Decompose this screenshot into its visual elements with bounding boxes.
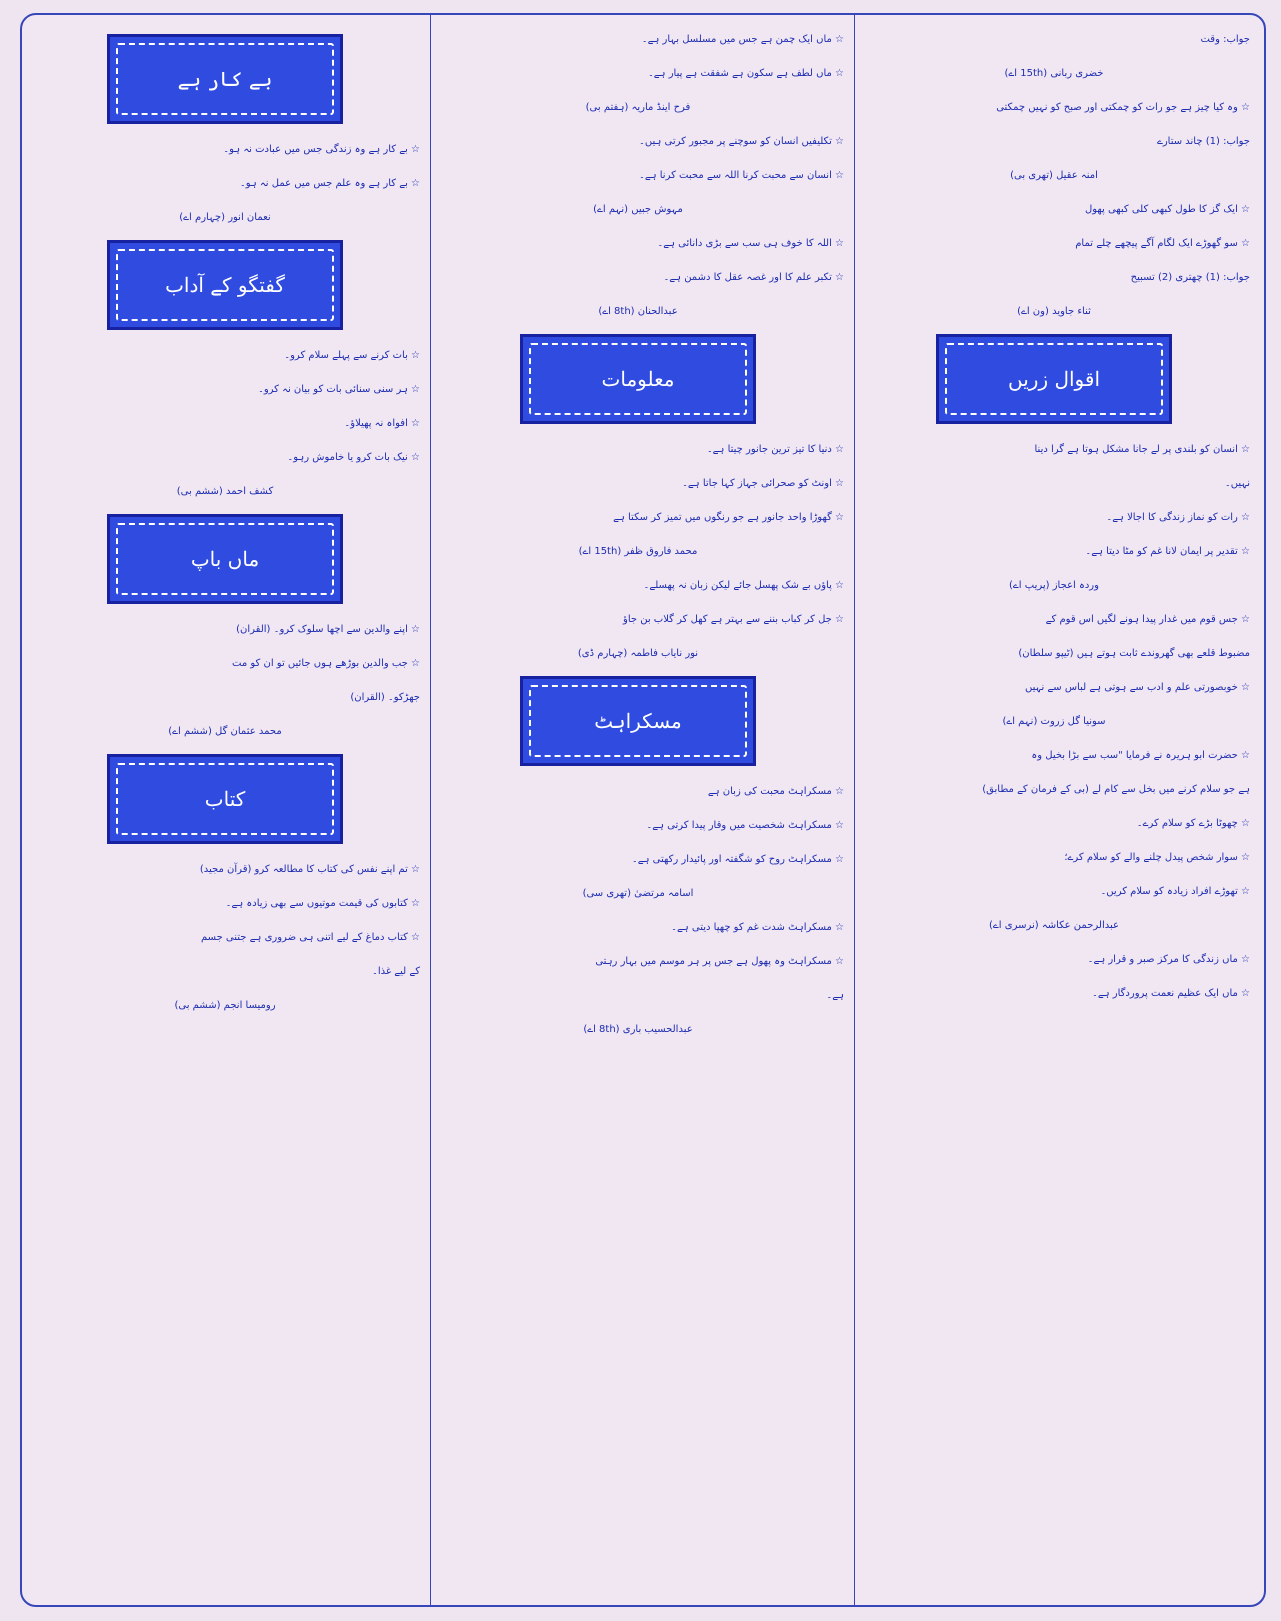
text-line: ☆ تم اپنے نفس کی کتاب کا مطالعہ کرو (قرآن مجید): [199, 864, 420, 875]
text-line: ☆ تقدیر پر ایمان لانا غم کو مٹا دیتا ہے۔: [1085, 546, 1250, 557]
text-line: ☆ چھوٹا بڑے کو سلام کرے۔: [1136, 818, 1250, 829]
middle-top-section: [432, 28, 844, 323]
left-section-1: [30, 138, 420, 229]
author-name: فرح اینڈ ماریہ (ہفتم بی): [585, 102, 691, 113]
author-name: وردہ اعجاز (پریپ اے): [1009, 580, 1099, 591]
heading-label: معلومات: [601, 367, 675, 391]
text-line: ☆ حضرت ابو ہریرہ نے فرمایا "سب سے بڑا بخیل وہ: [1031, 750, 1250, 761]
right-bottom-section: [858, 438, 1250, 1005]
text-line: ☆ رات کو نماز زندگی کا اجالا ہے۔: [1106, 512, 1250, 523]
heading-label: گفتگو کے آداب: [165, 273, 285, 297]
text-line: ☆ خوبصورتی علم و ادب سے ہوتی ہے لباس سے نہیں: [1024, 682, 1250, 693]
author-name: عبدالحنان (8th اے): [598, 306, 678, 317]
heading-label: بے کار ہے: [177, 67, 273, 91]
left-section-3: [30, 618, 420, 743]
text-line: ☆ وہ کیا چیز ہے جو رات کو چمکتی اور صبح کو نہیں چمکتی: [996, 102, 1250, 113]
column-left: [30, 28, 426, 1028]
text-line: ☆ مسکراہٹ محبت کی زبان ہے: [707, 786, 844, 797]
heading-guftagu-ke-adaab: [107, 240, 343, 330]
text-line: ☆ سو گھوڑے ایک لگام آگے پیچھے چلے تمام: [1075, 238, 1250, 249]
author-name: عبدالرحمن عکاشہ (نرسری اے): [989, 920, 1119, 931]
text-line: ☆ ایک گز کا طول کبھی کلی کبھی پھول: [1084, 204, 1250, 215]
text-line: ☆ جب والدین بوڑھے ہوں جائیں تو ان کو مت: [232, 658, 420, 669]
text-line: ☆ اللہ کا خوف ہی سب سے بڑی دانائی ہے۔: [657, 238, 844, 249]
author-name: رومیسا انجم (ششم بی): [174, 1000, 276, 1011]
text-line: جواب: (1) چاند ستارے: [1156, 136, 1250, 147]
heading-label: کتاب: [204, 787, 246, 811]
text-line: ☆ پاؤں بے شک پھسل جائے لیکن زبان نہ پھسلے۔: [643, 580, 844, 591]
text-line: مضبوط قلعے بھی گھروندے ثابت ہوتے ہیں (ٹیپو سلطان): [1018, 648, 1250, 659]
author-name: محمد فاروق ظفر (15th اے): [578, 546, 698, 557]
heading-maloomat: [520, 334, 756, 424]
heading-bekar-hai: [107, 34, 343, 124]
author-name: کشف احمد (ششم بی): [176, 486, 274, 497]
text-line: ہے جو سلام کرنے میں بخل سے کام لے (بی کے فرمان کے مطابق): [982, 784, 1250, 795]
text-line: ☆ دنیا کا تیز ترین جانور چیتا ہے۔: [706, 444, 844, 455]
author-name: امنہ عقیل (تھری بی): [1010, 170, 1098, 181]
text-line: ☆ مسکراہٹ شخصیت میں وقار پیدا کرتی ہے۔: [646, 820, 844, 831]
text-line: ☆ گھوڑا واحد جانور ہے جو رنگوں میں تمیز کر سکتا ہے: [613, 512, 844, 523]
heading-label: مسکراہٹ: [594, 709, 682, 733]
author-name: مہوش جبیں (نہم اے): [593, 204, 683, 215]
author-name: سونیا گل زروت (نہم اے): [1002, 716, 1106, 727]
author-name: اسامہ مرتضیٰ (تھری سی): [582, 888, 694, 899]
author-name: نور نایاب فاطمہ (چہارم ڈی): [577, 648, 699, 659]
author-name: ثناء جاوید (ون اے): [1017, 306, 1091, 317]
middle-bottom-section: [432, 780, 844, 1041]
author-name: عبدالحسیب باری (8th اے): [583, 1024, 693, 1035]
text-line: جواب: (1) چھتری (2) تسبیح: [1130, 272, 1250, 283]
text-line: ☆ سوار شخص پیدل چلنے والے کو سلام کرے؛: [1064, 852, 1250, 863]
heading-muskurahat: [520, 676, 756, 766]
author-name: نعمان انور (چہارم اے): [179, 212, 271, 223]
text-line: ☆ ماں لطف ہے سکون ہے شفقت ہے پیار ہے۔: [647, 68, 844, 79]
text-line: ☆ اونٹ کو صحرائی جہاز کہا جاتا ہے۔: [682, 478, 844, 489]
middle-info-section: [432, 438, 844, 665]
text-line: ☆ ہر سنی سنائی بات کو بیان نہ کرو۔: [257, 384, 420, 395]
text-line: ☆ اپنے والدین سے اچھا سلوک کرو۔ (القران): [236, 624, 420, 635]
text-line: ☆ تھوڑے افراد زیادہ کو سلام کریں۔: [1100, 886, 1250, 897]
text-line: ☆ بے کار ہے وہ علم جس میں عمل نہ ہو۔: [239, 178, 420, 189]
text-line: ☆ کتابوں کی قیمت موتیوں سے بھی زیادہ ہے۔: [225, 898, 420, 909]
text-line: ☆ نیک بات کرو یا خاموش رہو۔: [287, 452, 420, 463]
text-line: ☆ بات کرنے سے پہلے سلام کرو۔: [284, 350, 420, 361]
text-line: ☆ ماں زندگی کا مرکز صبر و قرار ہے۔: [1087, 954, 1250, 965]
left-section-4: [30, 858, 420, 1017]
heading-maan-baap: [107, 514, 343, 604]
text-line: ☆ مسکراہٹ وہ پھول ہے جس پر ہر موسم میں بہار رہتی: [595, 956, 844, 967]
text-line: ہے۔: [826, 990, 844, 1001]
column-middle: [432, 28, 850, 1052]
text-line: ☆ انسان کو بلندی پر لے جانا مشکل ہوتا ہے گرا دینا: [1034, 444, 1250, 455]
text-line: ☆ ماں ایک چمن ہے جس میں مسلسل بہار ہے۔: [641, 34, 844, 45]
author-name: محمد عثمان گل (ششم اے): [168, 726, 282, 737]
heading-kitaab: [107, 754, 343, 844]
text-line: ☆ ماں ایک عظیم نعمت پروردگار ہے۔: [1092, 988, 1250, 999]
text-line: ☆ انسان سے محبت کرنا اللہ سے محبت کرنا ہے۔: [638, 170, 844, 181]
text-line: ☆ جس قوم میں غدار پیدا ہونے لگیں اس قوم کے: [1045, 614, 1250, 625]
text-line: ☆ تکبر علم کا اور غصہ عقل کا دشمن ہے۔: [663, 272, 844, 283]
heading-aqwal-e-zareen: [936, 334, 1172, 424]
text-line: ☆ بے کار ہے وہ زندگی جس میں عبادت نہ ہو۔: [223, 144, 420, 155]
text-line: جھڑکو۔ (القران): [350, 692, 420, 703]
text-line: ☆ کتاب دماغ کے لیے اتنی ہی ضروری ہے جتنی جسم: [201, 932, 420, 943]
author-name: خضری ربانی (15th اے): [1004, 68, 1104, 79]
text-line: ☆ مسکراہٹ روح کو شگفتہ اور پائیدار رکھتی ہے۔: [631, 854, 844, 865]
text-line: کے لیے غذا۔: [371, 966, 420, 977]
column-divider-left: [430, 13, 431, 1607]
heading-label: اقوال زریں: [1008, 367, 1101, 391]
text-line: نہیں۔: [1224, 478, 1250, 489]
text-line: جواب: وقت: [1200, 34, 1250, 45]
text-line: ☆ جل کر کباب بننے سے بہتر ہے کھل کر گلاب بن جاؤ: [622, 614, 844, 625]
text-line: ☆ افواہ نہ پھیلاؤ۔: [344, 418, 420, 429]
column-divider-right: [854, 13, 855, 1607]
text-line: ☆ مسکراہٹ شدت غم کو چھپا دیتی ہے۔: [671, 922, 844, 933]
heading-label: ماں باپ: [190, 547, 260, 571]
column-right: [858, 28, 1258, 1016]
right-top-section: [858, 28, 1250, 323]
left-section-2: [30, 344, 420, 503]
text-line: ☆ تکلیفیں انسان کو سوچنے پر مجبور کرتی ہیں۔: [639, 136, 844, 147]
